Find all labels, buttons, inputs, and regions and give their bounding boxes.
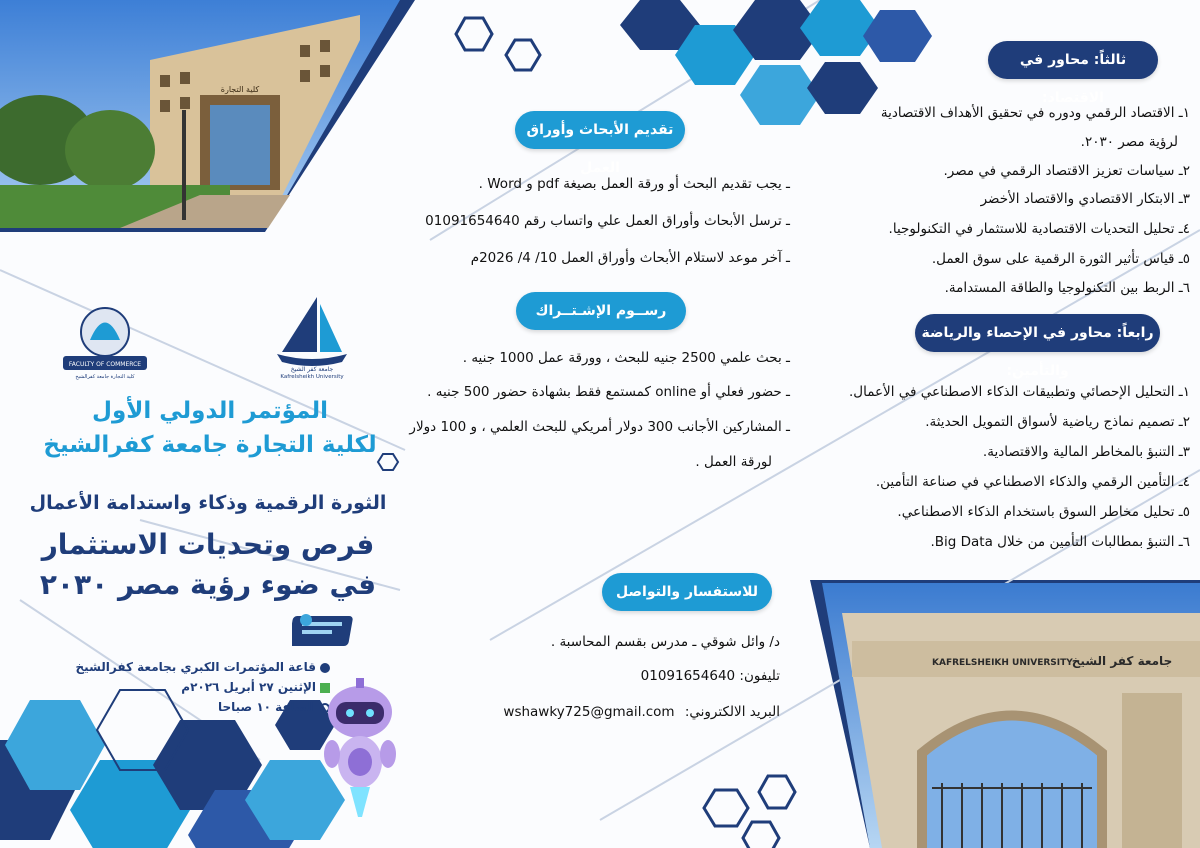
contact-heading: للاستفسار والتواصل [602, 573, 772, 611]
axis3-list [840, 105, 1190, 305]
gate-sign-latin: KAFRELSHEIKH UNIVERSITY [932, 658, 1073, 668]
axis4-item: ٥ـ تحليل مخاطر السوق باستخدام الذكاء الاصطناعي. [897, 504, 1190, 520]
event-details [60, 660, 330, 720]
gate-sign-arabic: جامعة كفر الشيخ [1071, 654, 1173, 668]
email-address[interactable]: wshawky725@gmail.com [503, 704, 675, 720]
axis3-item: لرؤية مصر ٢٠٣٠. [1080, 134, 1178, 150]
time-text: الساعة ١٠ صباحا [218, 700, 316, 714]
fees-list [400, 350, 790, 480]
time-row [60, 700, 330, 720]
fees-item: لورقة العمل . [695, 454, 772, 470]
conference-theme-line3: في ضوء رؤية مصر ٢٠٣٠ [39, 568, 377, 601]
university-gate-photo [822, 583, 1200, 848]
axis3-item: ٣ـ الابتكار الاقتصادي والاقتصاد الأخضر [980, 191, 1190, 207]
axis3-item: ٥ـ قياس تأثير الثورة الرقمية على سوق العمل. [931, 251, 1190, 267]
venue-row [60, 660, 330, 680]
axis4-item: ٣ـ التنبؤ بالمخاطر المالية والاقتصادية. [982, 444, 1190, 460]
axis4-list [820, 384, 1190, 554]
faculty-building-photo [0, 0, 400, 228]
faculty-logo-arabic: كلية التجارة جامعة كفرالشيخ [75, 374, 135, 380]
venue-text: قاعة المؤتمرات الكبري بجامعة كفرالشيخ [75, 660, 316, 674]
faculty-of-commerce-logo [55, 300, 155, 380]
axis4-item: ١ـ التحليل الإحصائي وتطبيقات الذكاء الاصطناعي في الأعمال. [848, 384, 1190, 400]
contact-email-row [503, 704, 780, 720]
building-sign: كلية التجارة [220, 85, 260, 94]
submission-heading: تقديم الأبحاث وأوراق العمل [515, 111, 685, 149]
location-icon [320, 663, 330, 673]
contact-phone-row [641, 668, 780, 684]
fees-item: ـ حضور فعلي أو online كمستمع فقط بشهادة حضور 500 جنيه . [427, 384, 790, 400]
submission-item: ـ يجب تقديم البحث أو ورقة العمل بصيغة pdf و Word . [478, 176, 790, 192]
axis4-item: ٦ـ التنبؤ بمطالبات التأمين من خلال Big Data. [930, 534, 1190, 550]
kafrelsheikh-university-logo [272, 292, 352, 380]
conference-theme-line1: الثورة الرقمية وذكاء واستدامة الأعمال [29, 492, 387, 514]
faculty-logo-text: FACULTY OF COMMERCE [68, 361, 142, 368]
axis3-item: ٢ـ سياسات تعزيز الاقتصاد الرقمي في مصر. [943, 163, 1190, 179]
email-label: البريد الالكتروني: [684, 704, 780, 720]
fees-heading: رســوم الإشـتــراك [516, 292, 686, 330]
robot-icon [320, 672, 400, 822]
chat-bubble-icon [292, 612, 358, 654]
phone-label: تليفون: [739, 668, 780, 684]
submission-item: ـ آخر موعد لاستلام الأبحاث وأوراق العمل 10/ 4/ 2026م [470, 250, 790, 266]
fees-item: ـ بحث علمي 2500 جنيه للبحث ، وورقة عمل 1000 جنيه . [462, 350, 790, 366]
axis3-item: ٦ـ الربط بين التكنولوجيا والطاقة المستدامة. [944, 280, 1190, 296]
axis3-heading: ثالثاً: محاور في الاقتصاد: [988, 41, 1158, 79]
conference-theme-line2: فرص وتحديات الاستثمار [41, 528, 375, 561]
axis3-item: ٤ـ تحليل التحديات الاقتصادية للاستثمار في التكنولوجيا. [888, 221, 1190, 237]
university-logo-arabic: جامعة كفر الشيخ [290, 366, 334, 373]
submission-item: ـ ترسل الأبحاث وأوراق العمل علي واتساب رقم 01091654640 [425, 213, 790, 229]
university-logo-latin: Kafrelsheikh University [280, 374, 344, 380]
axis4-item: ٢ـ تصميم نماذج رياضية لأسواق التمويل الحديثة. [925, 414, 1190, 430]
conference-title-line1: المؤتمر الدولي الأول [91, 398, 328, 424]
date-row [60, 680, 330, 700]
conference-title-line2: لكلية التجارة جامعة كفرالشيخ [43, 432, 377, 458]
axis4-heading: رابعاً: محاور في الإحصاء والرياضة والتأمين: [915, 314, 1160, 352]
submission-list [410, 176, 790, 276]
axis4-item: ٤ـ التأمين الرقمي والذكاء الاصطناعي في صناعة التأمين. [875, 474, 1190, 490]
contact-name: د/ وائل شوقي ـ مدرس بقسم المحاسبة . [550, 634, 780, 650]
fees-item: ـ المشاركين الأجانب 300 دولار أمريكي للبحث العلمي ، و 100 دولار [409, 419, 790, 435]
axis3-item: ١ـ الاقتصاد الرقمي ودوره في تحقيق الأهداف الاقتصادية [880, 105, 1190, 121]
bottom-middle-hexagons [704, 776, 795, 848]
phone-number[interactable]: 01091654640 [640, 668, 736, 684]
date-text: الإثنين ٢٧ أبريل ٢٠٢٦م [181, 680, 316, 694]
